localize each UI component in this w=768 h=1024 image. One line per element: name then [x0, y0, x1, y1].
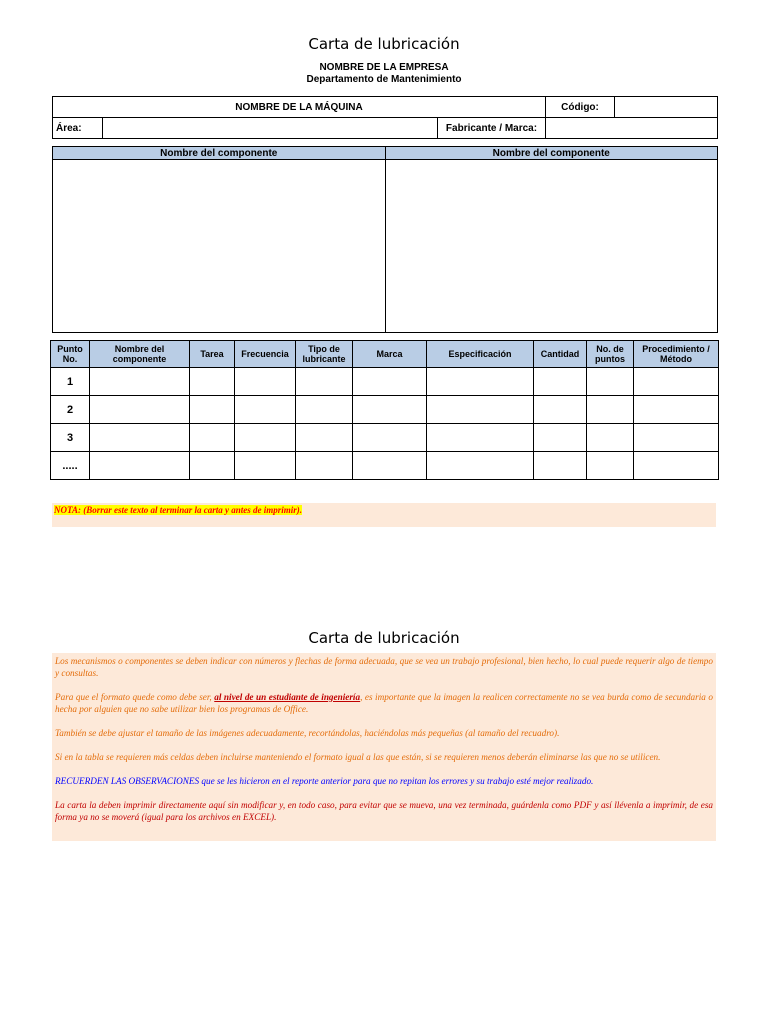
instruction-6: La carta la deben imprimir directamente aquí sin modificar y, en todo caso, para evitar que se mueva, una vez terminada, guárdenla como PDF y así llévenla a imprimir, de esa forma ya no se moverá (igual para los archivos en EXCEL). [55, 800, 713, 822]
instructions-box [52, 653, 716, 841]
lubrication-table [50, 340, 719, 480]
table-row [51, 452, 719, 480]
table-row [51, 368, 719, 396]
instruction-3: También se debe ajustar el tamaño de las imágenes adecuadamente, recortándolas, haciéndolas más pequeñas (al tamaño del recuadro). [55, 728, 560, 738]
table-row [51, 396, 719, 424]
col-puntos: No. de puntos [587, 341, 634, 368]
delete-note-text: NOTA: (Borrar este texto al terminar la carta y antes de imprimir). [54, 505, 302, 515]
instruction-4: Si en la tabla se requieren más celdas deben incluirse manteniendo el formato igual a las que están, si se requieren menos deberán eliminarse las que no se utilicen. [55, 752, 661, 762]
maker-label: Fabricante / Marca: [438, 118, 546, 139]
code-label: Código: [546, 97, 615, 118]
col-punto: Punto No. [51, 341, 90, 368]
maker-field[interactable] [546, 118, 718, 139]
row-number: 3 [51, 424, 90, 452]
page-title: Carta de lubricación [308, 35, 460, 53]
col-nombre: Nombre del componente [90, 341, 190, 368]
col-frecuencia: Frecuencia [235, 341, 296, 368]
row-number: 1 [51, 368, 90, 396]
area-field[interactable] [103, 118, 438, 139]
col-tarea: Tarea [190, 341, 235, 368]
instruction-emphasis: al nivel de un estudiante de ingeniería [214, 692, 361, 702]
code-field[interactable] [615, 97, 718, 118]
col-especificacion: Especificación [427, 341, 534, 368]
delete-note-box [52, 503, 716, 527]
col-procedimiento: Procedimiento / Método [634, 341, 719, 368]
component-header-right: Nombre del componente [385, 147, 718, 160]
component-image-left[interactable] [53, 160, 386, 333]
row-number: 2 [51, 396, 90, 424]
company-header [0, 62, 768, 86]
instruction-1: Los mecanismos o componentes se deben indicar con números y flechas de forma adecuada, que se vea un trabajo profesional, bien hecho, lo cual puede requerir algo de tiempo y consultas. [55, 656, 713, 678]
row-number: ..... [51, 452, 90, 480]
col-marca: Marca [353, 341, 427, 368]
instruction-2: Para que el formato quede como debe ser, al nivel de un estudiante de ingeniería, es importante que la imagen la realicen correctamente no se vea burda como de secundaria o hecha por alguien que no sabe utilizar bien los programas de Office. [55, 692, 713, 714]
table-row [51, 424, 719, 452]
col-tipo: Tipo de lubricante [296, 341, 353, 368]
component-image-table [52, 146, 718, 333]
col-cantidad: Cantidad [534, 341, 587, 368]
area-label: Área: [53, 118, 103, 139]
instruction-5: RECUERDEN LAS OBSERVACIONES que se les hicieron en el reporte anterior para que no repitan los errores y su trabajo esté mejor realizado. [55, 776, 594, 786]
department-name: Departamento de Mantenimiento [306, 74, 462, 85]
page-title-second: Carta de lubricación [308, 629, 460, 647]
machine-name-label: NOMBRE DE LA MÁQUINA [53, 97, 546, 118]
component-image-right[interactable] [385, 160, 718, 333]
company-name: NOMBRE DE LA EMPRESA [319, 62, 449, 73]
machine-info-table [52, 96, 718, 139]
component-header-left: Nombre del componente [53, 147, 386, 160]
